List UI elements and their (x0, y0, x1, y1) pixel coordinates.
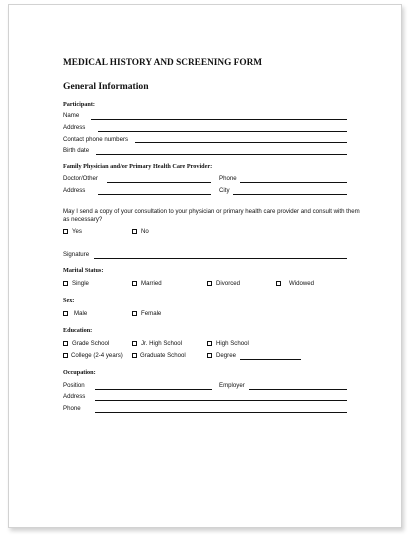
female-label: Female (141, 310, 162, 317)
sex-heading: Sex: (63, 297, 75, 304)
marital-option-widowed[interactable] (276, 280, 314, 288)
graduate-label: Graduate School (140, 352, 186, 359)
edu-option-degree[interactable] (207, 352, 236, 360)
degree-field[interactable] (240, 359, 301, 360)
occupation-address-field[interactable] (95, 400, 347, 401)
widowed-label: Widowed (289, 280, 315, 287)
edu-option-jr-high[interactable] (132, 340, 182, 348)
female-checkbox[interactable] (132, 311, 137, 316)
address-label: Address (63, 124, 86, 131)
city-label: City (219, 187, 230, 194)
position-field[interactable] (95, 389, 212, 390)
signature-field[interactable] (94, 258, 347, 259)
physician-heading: Family Physician and/or Primary Health Care Provider: (63, 163, 213, 170)
edu-option-college[interactable] (63, 352, 123, 360)
edu-option-graduate[interactable] (132, 352, 186, 360)
high-school-label: High School (216, 340, 249, 347)
yes-label: Yes (72, 228, 82, 235)
widowed-checkbox[interactable] (276, 281, 281, 286)
signature-label: Signature (63, 251, 90, 258)
form-subtitle: General Information (63, 81, 149, 92)
edu-option-grade-school[interactable] (63, 340, 109, 348)
form-title: MEDICAL HISTORY AND SCREENING FORM (63, 58, 263, 68)
employer-label: Employer (219, 382, 245, 389)
participant-heading: Participant: (63, 101, 95, 108)
occupation-heading: Occupation: (63, 369, 96, 376)
high-school-checkbox[interactable] (207, 341, 212, 346)
married-label: Married (141, 280, 162, 287)
doctor-field[interactable] (107, 182, 211, 183)
yes-checkbox[interactable] (63, 229, 68, 234)
no-checkbox[interactable] (132, 229, 137, 234)
position-label: Position (63, 382, 85, 389)
occupation-phone-field[interactable] (95, 412, 347, 413)
physician-phone-label: Phone (219, 175, 237, 182)
doctor-label: Doctor/Other (63, 175, 98, 182)
marital-heading: Marital Status: (63, 267, 104, 274)
name-label: Name (63, 112, 80, 119)
physician-address-label: Address (63, 187, 86, 194)
no-label: No (141, 228, 149, 235)
college-label: College (2-4 years) (71, 352, 123, 359)
jr-high-label: Jr. High School (141, 340, 182, 347)
consent-yes-option[interactable] (63, 228, 82, 236)
married-checkbox[interactable] (132, 281, 137, 286)
college-checkbox[interactable] (63, 353, 68, 358)
sex-option-male[interactable] (63, 310, 87, 318)
sex-option-female[interactable] (132, 310, 161, 318)
name-field[interactable] (91, 119, 347, 120)
form-page (8, 4, 402, 528)
contact-label: Contact phone numbers (63, 136, 129, 143)
consent-question: May I send a copy of your consultation to your physician or primary health care provider and consult with them as necessary? (63, 208, 360, 223)
degree-checkbox[interactable] (207, 353, 212, 358)
consent-no-option[interactable] (132, 228, 149, 236)
single-label: Single (72, 280, 89, 287)
graduate-checkbox[interactable] (132, 353, 137, 358)
male-label: Male (74, 310, 88, 317)
grade-school-checkbox[interactable] (63, 341, 68, 346)
occupation-address-label: Address (63, 393, 86, 400)
birth-date-label: Birth date (63, 147, 90, 154)
marital-option-married[interactable] (132, 280, 162, 288)
grade-school-label: Grade School (72, 340, 110, 347)
edu-option-high-school[interactable] (207, 340, 249, 348)
birth-date-field[interactable] (96, 154, 347, 155)
occupation-phone-label: Phone (63, 405, 81, 412)
contact-field[interactable] (135, 142, 347, 143)
education-heading: Education: (63, 327, 93, 334)
physician-address-field[interactable] (98, 194, 211, 195)
marital-option-divorced[interactable] (207, 280, 240, 288)
city-field[interactable] (233, 194, 347, 195)
jr-high-checkbox[interactable] (132, 341, 137, 346)
employer-field[interactable] (249, 389, 347, 390)
physician-phone-field[interactable] (240, 182, 347, 183)
divorced-checkbox[interactable] (207, 281, 212, 286)
divorced-label: Divorced (216, 280, 241, 287)
degree-label: Degree (216, 352, 236, 359)
single-checkbox[interactable] (63, 281, 68, 286)
address-field[interactable] (98, 131, 347, 132)
male-checkbox[interactable] (63, 311, 68, 316)
marital-option-single[interactable] (63, 280, 89, 288)
